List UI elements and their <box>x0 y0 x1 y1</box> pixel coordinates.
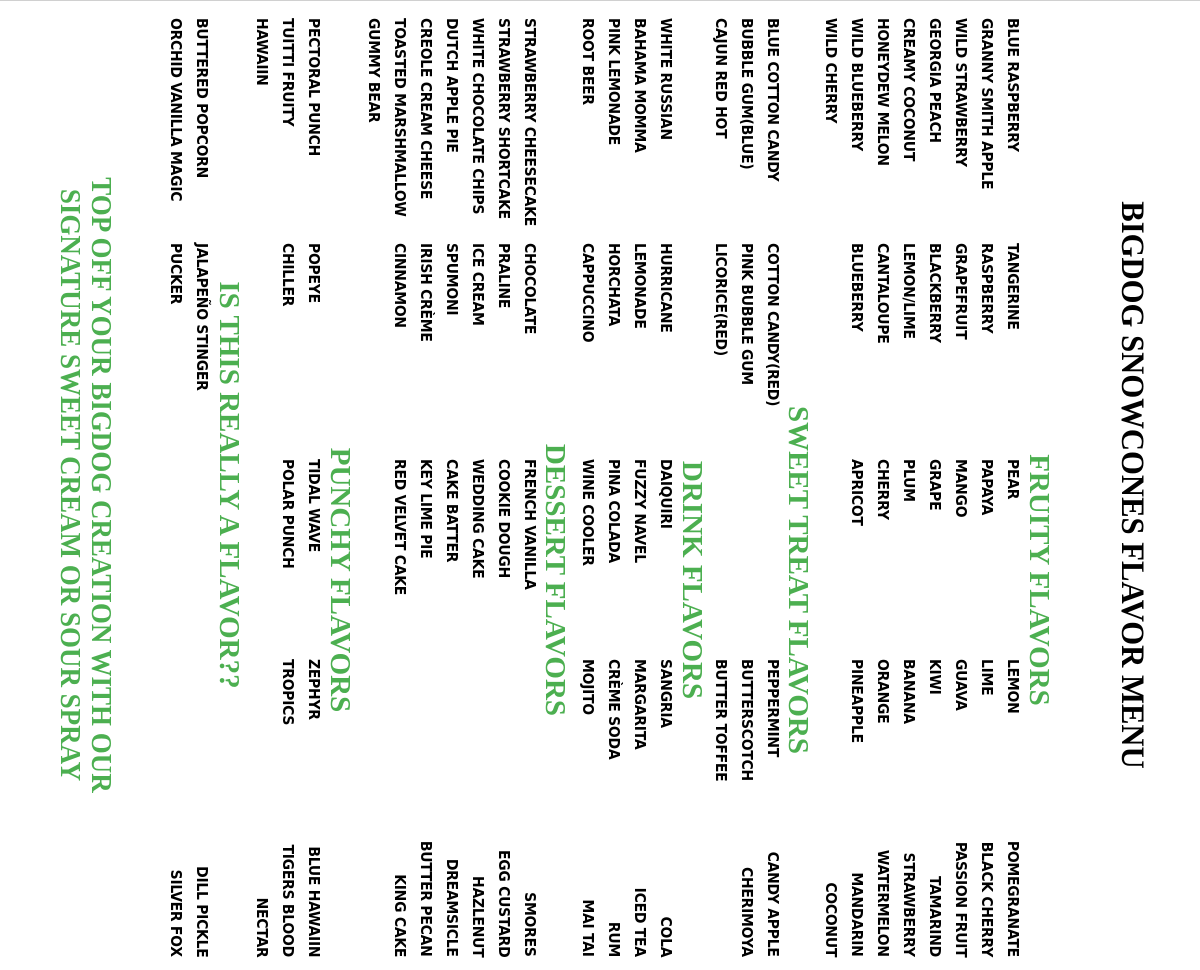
section-drink <box>573 0 679 970</box>
flavor-item: CAJUN RED HOT <box>712 18 730 139</box>
flavor-item: TANGERINE <box>1004 243 1022 330</box>
flavor-item: WHITE CHOCOLATE CHIPS <box>469 18 487 215</box>
flavor-item: KEY LIME PIE <box>417 459 435 559</box>
flavor-item: WILD STRAWBERRY <box>952 18 970 167</box>
flavor-item: PUCKER <box>167 243 185 305</box>
flavor-item: BAHAMA MOMMA <box>631 18 649 153</box>
flavor-item: WILD BLUEBERRY <box>848 18 866 151</box>
flavor-row <box>708 0 734 970</box>
flavor-item: MAI TAI <box>579 899 597 957</box>
flavor-row <box>465 0 491 970</box>
flavor-item: LICORICE(RED) <box>712 243 730 356</box>
flavor-row <box>844 0 870 970</box>
flavor-item: WATERMELON <box>874 850 892 957</box>
flavor-row <box>301 0 327 970</box>
flavor-item: EGG CUSTARD <box>495 849 513 957</box>
flavor-row <box>818 0 844 970</box>
flavor-row <box>922 0 948 970</box>
flavor-item: BLUE COTTON CANDY <box>764 18 782 182</box>
flavor-item: PEPPERMINT <box>764 659 782 758</box>
section-sweet-treat <box>706 0 786 970</box>
section-dessert <box>358 0 543 970</box>
flavor-item: SMORES <box>521 892 539 957</box>
flavor-item: WILD CHERRY <box>822 18 840 124</box>
flavor-item: BUBBLE GUM(BLUE) <box>738 18 756 170</box>
section-heading-fruity: FRUITY FLAVORS <box>1023 454 1055 706</box>
flavor-item: GRAPEFRUIT <box>952 243 970 340</box>
flavor-item: CREAMY COCONUT <box>900 18 918 162</box>
flavor-item: PINK BUBBLE GUM <box>738 243 756 385</box>
flavor-item: ICE CREAM <box>469 243 487 326</box>
footer-line-1: TOP OFF YOUR BIGDOG CREATION WITH OUR <box>85 177 117 793</box>
flavor-row <box>760 0 786 970</box>
flavor-item: MARGARITA <box>631 659 649 750</box>
flavor-item: TIGERS BLOOD <box>279 844 297 957</box>
flavor-item: DREAMSICLE <box>443 859 461 957</box>
flavor-item: APRICOT <box>848 459 866 526</box>
section-really-a-flavor <box>161 0 215 970</box>
flavor-item: CANTALOUPE <box>874 243 892 344</box>
flavor-item: DAIQUIRI <box>657 459 675 529</box>
flavor-item: DUTCH APPLE PIE <box>443 18 461 153</box>
flavor-item: TUITTI FRUITY <box>279 18 297 127</box>
flavor-item: SANGRIA <box>657 659 675 728</box>
section-heading-drink: DRINK FLAVORS <box>676 460 708 700</box>
flavor-item: PINK LEMONADE <box>605 18 623 145</box>
flavor-item: MOJITO <box>579 659 597 715</box>
section-heading-dessert: DESSERT FLAVORS <box>539 443 571 717</box>
flavor-row <box>734 0 760 970</box>
flavor-item: MANGO <box>952 459 970 518</box>
flavor-row <box>870 0 896 970</box>
flavor-item: CHERIMOYA <box>738 867 756 957</box>
flavor-item: BUTTER TOFFEE <box>712 659 730 782</box>
flavor-item: HONEYDEW MELON <box>874 18 892 166</box>
flavor-item: PRALINE <box>495 243 513 309</box>
flavor-item: IRISH CRÈME <box>417 243 435 342</box>
flavor-item: BUTTERED POPCORN <box>193 18 211 179</box>
flavor-item: LEMON/LIME <box>900 243 918 339</box>
flavor-item: KING CAKE <box>391 874 409 957</box>
flavor-item: HAWAIIN <box>253 18 271 86</box>
flavor-item: NECTAR <box>253 897 271 957</box>
flavor-item: POMEGRANATE <box>1004 841 1022 957</box>
flavor-item: COLA <box>657 916 675 957</box>
flavor-item: PEAR <box>1004 459 1022 500</box>
flavor-item: RASPBERRY <box>978 243 996 334</box>
flavor-row <box>249 0 275 970</box>
flavor-item: POLAR PUNCH <box>279 459 297 569</box>
flavor-item: SPUMONI <box>443 243 461 316</box>
flavor-item: GUAVA <box>952 659 970 711</box>
flavor-item: ZEPHYR <box>305 659 323 720</box>
flavor-row <box>517 0 543 970</box>
flavor-item: BLUE HAWAIIN <box>305 846 323 957</box>
flavor-item: BLUE RASPBERRY <box>1004 18 1022 152</box>
flavor-item: TROPICS <box>279 659 297 726</box>
flavor-item: BUTTERSCOTCH <box>738 659 756 781</box>
flavor-item: CHILLER <box>279 243 297 307</box>
flavor-item: PASSION FRUIT <box>952 841 970 957</box>
flavor-item: PINEAPPLE <box>848 659 866 743</box>
flavor-item: HAZLENUT <box>469 875 487 957</box>
flavor-item: BLACKBERRY <box>926 243 944 343</box>
flavor-item: PINA COLADA <box>605 459 623 563</box>
flavor-item: CHOCOLATE <box>521 243 539 335</box>
flavor-item: ORANGE <box>874 659 892 724</box>
flavor-item: FUZZY NAVEL <box>631 459 649 563</box>
flavor-item: CHERRY <box>874 459 892 520</box>
flavor-row <box>896 0 922 970</box>
flavor-item: COCONUT <box>822 882 840 957</box>
menu-title: BIGDOG SNOWCONES FLAVOR MENU <box>1114 201 1150 769</box>
flavor-item: PECTORAL PUNCH <box>305 18 323 157</box>
flavor-item: TOASTED MARSHMALLOW <box>391 18 409 217</box>
flavor-row <box>653 0 679 970</box>
flavor-row <box>575 0 601 970</box>
flavor-item: LEMON <box>1004 659 1022 714</box>
flavor-row <box>601 0 627 970</box>
flavor-row <box>361 0 387 970</box>
flavor-item: TAMARIND <box>926 876 944 957</box>
flavor-item: COOKIE DOUGH <box>495 459 513 578</box>
flavor-item: LIME <box>978 659 996 696</box>
flavor-row <box>163 0 189 970</box>
flavor-item: PLUM <box>900 459 918 502</box>
flavor-item: GUMMY BEAR <box>365 18 383 123</box>
flavor-item: MANDARIN <box>848 872 866 957</box>
flavor-row <box>275 0 301 970</box>
section-fruity <box>816 0 1026 970</box>
flavor-item: KIWI <box>926 659 944 695</box>
flavor-item: CREOLE CREAM CHEESE <box>417 18 435 200</box>
flavor-item: LEMONADE <box>631 243 649 329</box>
flavor-item: GRAPE <box>926 459 944 511</box>
flavor-item: JALAPEÑO STINGER <box>193 243 211 391</box>
section-heading-really-a-flavor: IS THIS REALLY A FLAVOR?? <box>213 281 245 689</box>
footer-line-2: SIGNATURE SWEET CREAM OR SOUR SPRAY <box>54 188 86 782</box>
flavor-item: FRENCH VANILLA <box>521 459 539 590</box>
flavor-item: STRAWBERRY SHORTCAKE <box>495 18 513 219</box>
flavor-item: RED VELVET CAKE <box>391 459 409 596</box>
flavor-item: STRAWBERRY <box>900 852 918 957</box>
flavor-item: CANDY APPLE <box>764 852 782 957</box>
flavor-row <box>189 0 215 970</box>
flavor-row <box>413 0 439 970</box>
flavor-item: WEDDING CAKE <box>469 459 487 579</box>
flavor-row <box>439 0 465 970</box>
flavor-item: GEORGIA PEACH <box>926 18 944 143</box>
flavor-item: ICED TEA <box>631 887 649 957</box>
flavor-item: HORCHATA <box>605 243 623 326</box>
flavor-item: BANANA <box>900 659 918 724</box>
flavor-row <box>974 0 1000 970</box>
section-punchy <box>247 0 327 970</box>
section-heading-punchy: PUNCHY FLAVORS <box>324 447 356 713</box>
flavor-item: DILL PICKLE <box>193 865 211 957</box>
flavor-item: BUTTER PECAN <box>417 841 435 957</box>
flavor-item: ROOT BEER <box>579 18 597 105</box>
flavor-item: STRAWBERRY CHEESECAKE <box>521 18 539 226</box>
flavor-item: GRANNY SMITH APPLE <box>978 18 996 190</box>
flavor-item: CAPPUCCINO <box>579 243 597 343</box>
flavor-item: ORCHID VANILLA MAGIC <box>167 18 185 202</box>
section-heading-sweet-treat: SWEET TREAT FLAVORS <box>782 405 814 755</box>
flavor-row <box>627 0 653 970</box>
flavor-item: POPEYE <box>305 243 323 303</box>
flavor-item: WHITE RUSSIAN <box>657 18 675 140</box>
flavor-item: CAKE BATTER <box>443 459 461 563</box>
flavor-row <box>387 0 413 970</box>
flavor-item: HURRICANE <box>657 243 675 333</box>
flavor-item: BLACK CHERRY <box>978 841 996 957</box>
flavor-item: RUM <box>605 921 623 957</box>
flavor-row <box>948 0 974 970</box>
flavor-item: CRÈME SODA <box>605 659 623 760</box>
flavor-item: WINE COOLER <box>579 459 597 566</box>
flavor-item: COTTON CANDY(RED) <box>764 243 782 407</box>
flavor-item: TIDAL WAVE <box>305 459 323 553</box>
flavor-row <box>1000 0 1026 970</box>
flavor-item: PAPAYA <box>978 459 996 516</box>
flavor-item: CINNAMON <box>391 243 409 328</box>
flavor-row <box>491 0 517 970</box>
flavor-item: SILVER FOX <box>167 869 185 957</box>
flavor-item: BLUEBERRY <box>848 243 866 332</box>
